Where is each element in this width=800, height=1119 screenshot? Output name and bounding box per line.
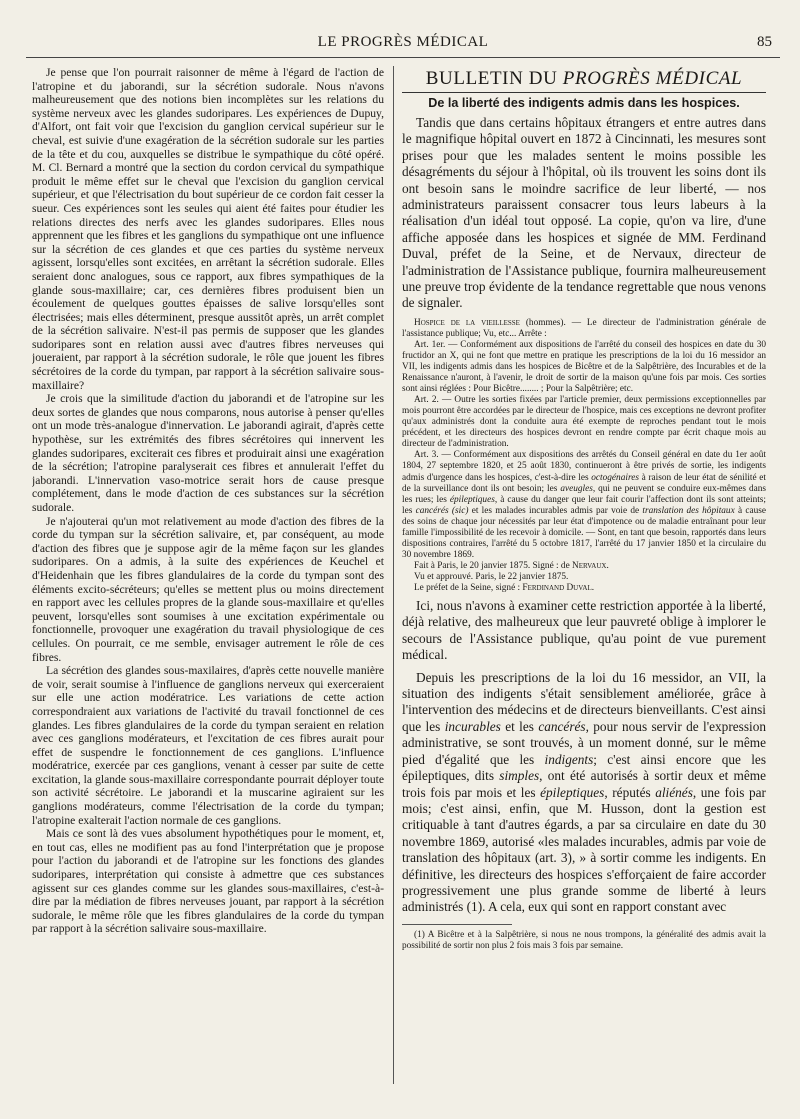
bulletin-title [402, 68, 766, 93]
bulletin-title-journal: PROGRÈS MÉDICAL [562, 68, 743, 89]
right-column [402, 66, 766, 1092]
text-run: à cause des soins de chaque jour nécessités par leur état d'impotence ou de maladie entraînant pour leur famille l'impossibilité de les recevoir à domicile. — Sont, en tant que besoin, rapportés dans leurs dispositions contraires, l'arrêté du 5 octobre 1817, l'arrêté du 17 janvier 1850 et la circulaire du 30 novembre 1869. [402, 505, 766, 560]
intro-paragraph: Tandis que dans certains hôpitaux étrangers et entre autres dans le magnifique hôpital ouvert en 1872 à Cincinnati, les mesures sont prises pour que les malades sentent le moins possible les désagréments du séjour à l'hôpital, où ils trouvent les soins dont ils ont besoin sans le moindre sacrifice de leur liberté, — nos administrateurs paraissent consacrer tous leurs labeurs à la réalisation d'un idéal tout opposé. La copie, qu'on va lire, d'une affiche apposée dans les hospices et signée de MM. Ferdinand Duval, préfet de la Seine, et de Nervaux, directeur de l'administration de l'Assistance publique, fournira malheureusement une preuve trop évidente de la tendance regrettable que nous venons de signaler. [402, 115, 766, 311]
body-paragraph: Je n'ajouterai qu'un mot relativement au mode d'action des fibres de la corde du tympan sur la sécrétion salivaire, et, par conséquent, au mode d'action des fibres que je suppose agir de la même façon sur les glandes sudoripares. On a admis, à la suite des expériences de Keuchel et d'Heidenhain que les fibres glandulaires de la corde du tympan sont des éléments excito-sécréteurs; qu'elles se mettent plus ou moins directement en rapport avec les cellules propres de la glande sous-maxillaire et qu'elles peuvent, lorsqu'elles sont soumises à une excitation expérimentale ou fonctionnelle, provoquer une exagération du travail physiologique de ces cellules. On pourrait, ce me semble, envisager autrement le rôle de ces fibres. [32, 514, 384, 664]
column-divider [393, 66, 394, 1084]
decree-signature-1: Fait à Paris, le 20 janvier 1875. Signé : de Nervaux. [414, 560, 609, 571]
decree-text [402, 318, 766, 594]
italic-run: octogénaires [591, 472, 639, 483]
footnote-text: (1) A Bicêtre et à la Salpêtrière, si nous ne nous trompons, la généralité des admis avait la possibilité de sortir non plus 2 fois mais 3 fois par semaine. [402, 929, 766, 952]
commentary-paragraph [402, 670, 766, 916]
italic-run: indigents [544, 751, 594, 767]
italic-run: aveugles [560, 483, 593, 494]
commentary-paragraph: Ici, nous n'avons à examiner cette restriction apportée à la liberté, déjà relative, des malheureux que leur pauvreté oblige à implorer le secours de l'Assistance publique, qu'au point de vue purement médical. [402, 598, 766, 663]
italic-run: cancérés [538, 718, 586, 734]
italic-run: épileptiques [449, 494, 495, 505]
italic-run: simples [499, 768, 540, 784]
decree-article-2: Art. 2. — Outre les sorties fixées par l'article premier, deux permissions exceptionnelles par mois pourront être accordées par le directeur de l'hospice, mais ces exceptions ne devront profiter qu'aux administrés dont la conduite aura été exempte de reproches pendant tout le mois précédent, et les directeurs des hospices devront en rendre compte par écrit chaque mois au directeur de l'administration. [402, 395, 766, 450]
decree-heading-caps: Hospice de la vieillesse [414, 317, 520, 328]
decree-signature-2: Vu et approuvé. Paris, le 22 janvier 1875. [414, 571, 569, 582]
text-run: , qui ne peuvent se conduire eux-mêmes dans les rues; les [402, 483, 766, 505]
signatory-name: Ferdinand Duval [522, 583, 592, 593]
decree-article-1: Art. 1er. — Conformément aux dispositions de l'arrêté du conseil des hospices en date du 30 fructidor an X, qui ne font que mettre en pratique les prescriptions de la loi du 16 messidor an VII, les indigents admis dans les hospices de Bicêtre et de la Salpêtrière, des Incurables et de la Renaissance n'auront, à l'avenir, le droit de sortir de la maison qu'une fois par mois. Ces sorties sont ainsi réglées : Pour Bicêtre........ ; Pour la Salpêtrière; etc. [402, 339, 766, 395]
page-number: 85 [757, 34, 772, 50]
text-run: , réputés [604, 784, 656, 800]
signatory-name: Nervaux [572, 560, 607, 571]
text-run: Art. 3. — Conformément aux dispositions des arrêtés du Conseil général en date du 1er août 1804, 27 septembre 1820, et 25 août 1830, continueront à être privés de sortie, les indigents admis d'urgence dans les hospices, c'est-à-dire les [402, 450, 766, 483]
left-column [32, 66, 384, 1086]
text-run: , à cause du danger que leur fait courir l'affection dont ils sont atteints; les [402, 494, 766, 516]
italic-run: épileptiques [540, 784, 605, 800]
commentary-section [402, 598, 766, 916]
body-paragraph: Mais ce sont là des vues absolument hypothétiques pour le moment, et, en tout cas, elles ne modifient pas au fond l'interprétation que je propose pour l'action du jaborandi et de l'atropine sur les fonctions des glandes sudoripares, interprétation qui consiste à admettre que ces substances agissent sur ces glandes comme sur les glandes sous-maxillaires, c'est-à-dire par la médiation de fibres nerveuses jouant, par rapport à la sécrétion sudorale, le même rôle que les fibres glandulaires de la corde du tympan par rapport à la sécrétion salivaire sous-maxillaire. [32, 827, 384, 936]
italic-run: cancérés (sic) [415, 505, 469, 516]
footnote-divider [402, 924, 512, 925]
decree-heading-rest: (hommes). — Le directeur de l'administration générale de l'assistance publique; Vu, etc... Arrête : [402, 317, 766, 339]
text-run: et les [500, 718, 539, 734]
text-run: à raison de leur état de sénilité et de la surveillance dont ils ont besoin; les [402, 472, 766, 494]
decree-article-3 [402, 450, 766, 560]
page-header [26, 33, 780, 58]
footnote [402, 930, 766, 953]
italic-run: aliénés [655, 784, 693, 800]
intro-section [402, 115, 766, 312]
text-run: et les malades incurables admis par voie de [468, 505, 643, 516]
italic-run: translation des hôpitaux [642, 505, 735, 516]
text-run: ; c'est ainsi encore que les épileptiques, dits [402, 751, 766, 784]
body-paragraph: La sécrétion des glandes sous-maxilaires, d'après cette nouvelle manière de voir, serait soumise à l'influence de ganglions nerveux qui exerceraient sur elle une action modératrice. Les variations de cette action correspondraient aux variations de l'activité du travail fonctionnel de ces glandes. Les fibres glandulaires de la corde du tympan seraient en relation avec ces ganglions modérateurs, et l'excitation de ces fibres aurait pour effet de suspendre le fonctionnement de ces ganglions. L'influence modératrice, exercée par ces ganglions, venant à cesser par suite de cette excitation, la glande sous-maxillaire correspondante pourrait déployer toute son activité sécrétoire. Le jaborandi et la muscarine agiraient sur les ganglions modérateurs, comme l'électrisation de la corde du tympan; l'atropine exalterait l'action normale de ces ganglions. [32, 664, 384, 827]
bulletin-title-prefix: BULLETIN DU [425, 68, 563, 89]
text-run: , pour nous servir de l'expression administrative, se sont trouvés, à un moment donné, sur le même pied d'égalité que les [402, 718, 766, 767]
italic-run: incurables [444, 718, 501, 734]
article-title: De la liberté des indigents admis dans les hospices. [428, 96, 740, 110]
running-title: LE PROGRÈS MÉDICAL [317, 34, 489, 50]
text-run: Depuis les prescriptions de la loi du 16 messidor, an VII, la situation des indigents s'était sensiblement améliorée, grâce à l'intervention des médecins et de directeurs bienveillants. C'est ainsi que les [402, 669, 766, 734]
body-paragraph: Je crois que la similitude d'action du jaborandi et de l'atropine sur les deux sortes de glandes que nous comparons, nous autorise à penser qu'elles ont un mode très-analogue d'innervation. Le jaborandi agirait, d'après cette hypothèse, sur les extrémités des fibres sécrétoires qui innervent les glandes sudoripares, exciterait ces fibres et produirait ainsi une exagération de la sécrétion; l'atropine paralyserait ces fibres et annulerait l'effet du jaborandi. L'innervation vaso-motrice serait hors de cause presque complétement, dans le mode d'action de ces substances sur la sécrétion sudorale. [32, 392, 384, 514]
decree-heading [402, 318, 766, 340]
text-run: , ont été autorisés à sortir deux et même trois fois par mois et les [402, 768, 766, 800]
text-run: , une fois par mois; c'est ainsi, enfin, que M. Husson, dont la gestion est critiquable à tant d'autres égards, a par sa circulaire en date du 30 novembre 1869, autorisé «les malades incurables, admis par voie de translation des hôpitaux (art. 3), » à sortir comme les indigents. En définitive, les directeurs des hospices s'efforçaient de faire accorder progressivement une plus grande somme de liberté à leurs administrés (1). A cela, eux qui sont en rapport constant avec [402, 784, 766, 915]
decree-signature-3: Le préfet de la Seine, signé : Ferdinand Duval. [414, 583, 595, 593]
body-paragraph: Je pense que l'on pourrait raisonner de même à l'égard de l'action de l'atropine et du jaborandi, sur la sécrétion sudorale. Nous n'avons malheureusement que des notions bien incomplètes sur les relations du système nerveux avec les glandes sudoripares. Les expériences de Dupuy, d'Alfort, ont fait voir que l'excision du ganglion cervical supérieur sur le cheval, est suivie d'une exagération de la sécrétion sudorale sur les parties de la tête et du cou, auxquelles se distribue le sympathique du côté opéré. M. Cl. Bernard a montré que la section du cordon cervical du sympathique produit le même effet sur le cheval que l'excision du ganglion cervical supérieur, et que l'électrisation du bout supérieur de ce cordon fait cesser la sueur. Ces expériences sont les seules qui aient été faites pour étudier les relations directes des nerfs avec les glandes sudoripares. Elles nous apprennent que les fibres et les ganglions du sympathique ont une influence sur la sécrétion de ces glandes et que ces parties du système nerveux agissent, lorsqu'elles sont excitées, en arrêtant la sécrétion sudorale. Elles seraient donc analogues, sous ce rapport, aux fibres sympathiques de la glande sous-maxillaire; car, ces dernières fibres produisent bien un écoulement de quelques gouttes épaisses de salive lorsqu'elles sont électrisées; mais elles déterminent, presque aussitôt après, un arrêt complet de la sécrétion salivaire. N'est-il pas permis de supposer que les glandes sudoripares sont en relation aussi avec d'autres fibres nerveuses qui joueraient, par rapport à la sécrétion sudorale, le rôle que jouent les fibres sécrétoires de la corde du tympan, par rapport à la sécrétion salivaire sous-maxillaire? [32, 66, 384, 392]
text-run: Le préfet de la Seine, signé : [414, 583, 523, 593]
text-run: Fait à Paris, le 20 janvier 1875. Signé : de [414, 560, 573, 571]
